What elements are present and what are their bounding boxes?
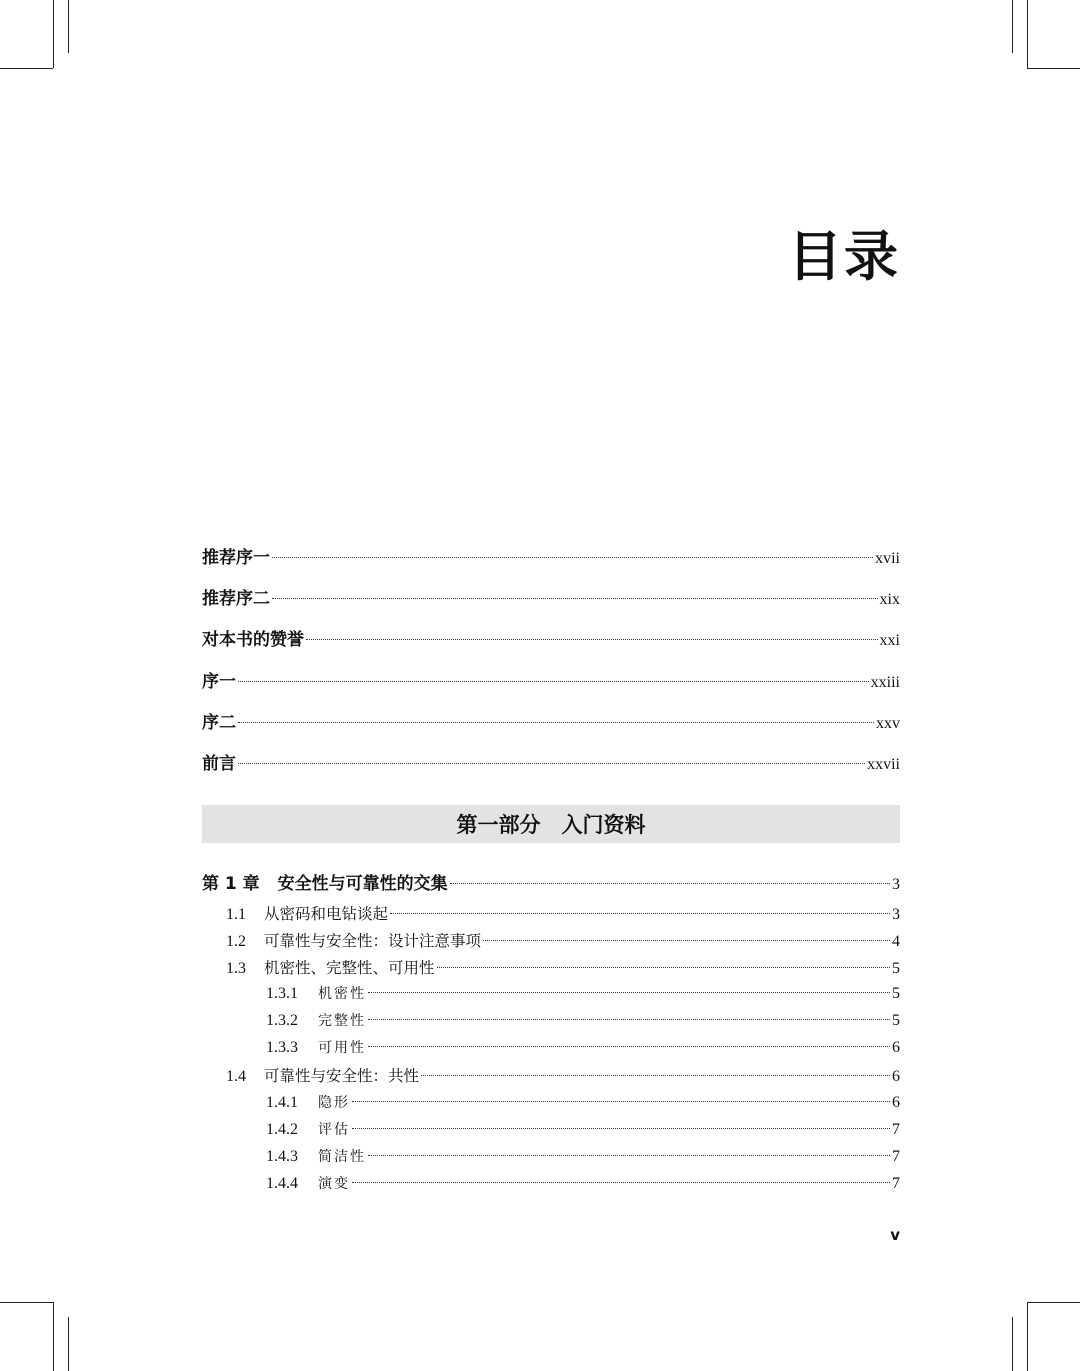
toc-page-number: xxi xyxy=(879,632,900,649)
toc-entry-label xyxy=(266,1146,366,1166)
dot-leader xyxy=(238,722,874,723)
section-number: 1.1 xyxy=(226,906,246,923)
dot-leader xyxy=(368,1155,890,1156)
crop-mark xyxy=(68,1317,69,1371)
dot-leader xyxy=(368,1046,890,1047)
toc-entry[interactable] xyxy=(202,584,900,609)
crop-mark xyxy=(1027,1302,1028,1371)
dot-leader xyxy=(421,1075,890,1076)
crop-mark xyxy=(0,1302,53,1303)
toc-entry-label: 对本书的赞誉 xyxy=(202,630,304,650)
dot-leader xyxy=(306,639,878,640)
toc-section-entry[interactable] xyxy=(226,902,900,924)
part-heading xyxy=(202,805,900,843)
toc-page-number: 4 xyxy=(892,933,900,950)
subsection-number: 1.3.2 xyxy=(266,1012,298,1029)
toc-section-entry[interactable] xyxy=(226,1064,900,1086)
toc-entry[interactable] xyxy=(202,749,900,774)
toc-entry-label xyxy=(226,1064,419,1086)
subsection-title: 隐形 xyxy=(318,1095,350,1111)
subsection-title: 完整性 xyxy=(318,1013,366,1029)
subsection-number: 1.4.4 xyxy=(266,1175,298,1192)
dot-leader xyxy=(368,1019,890,1020)
section-number: 1.4 xyxy=(226,1068,246,1085)
page-number: v xyxy=(890,1226,900,1244)
toc-page-number: 5 xyxy=(892,985,900,1002)
subsection-title: 简洁性 xyxy=(318,1149,366,1165)
section-title: 可靠性与安全性：设计注意事项 xyxy=(264,932,482,950)
toc-page-number: 5 xyxy=(892,960,900,977)
toc-entry-label xyxy=(266,1173,350,1193)
toc-entry-label xyxy=(226,902,388,924)
toc-page-number: xxv xyxy=(876,715,900,732)
dot-leader xyxy=(238,681,869,682)
chapter-title: 安全性与可靠性的交集 xyxy=(277,874,448,894)
toc-entry-label: 序一 xyxy=(202,672,236,692)
part-title: 第一部分 入门资料 xyxy=(456,812,646,837)
toc-page-number: 5 xyxy=(892,1012,900,1029)
toc-entry-label xyxy=(266,1010,366,1030)
dot-leader xyxy=(352,1128,890,1129)
toc-entry[interactable] xyxy=(202,543,900,568)
toc-page-number: 3 xyxy=(892,876,900,893)
toc-entry-label xyxy=(266,1037,366,1057)
section-number: 1.3 xyxy=(226,960,246,977)
toc-page-number: 3 xyxy=(892,906,900,923)
dot-leader xyxy=(483,940,890,941)
toc-entry-label xyxy=(266,983,366,1003)
toc-page-number: 6 xyxy=(892,1039,900,1056)
section-number: 1.2 xyxy=(226,933,246,950)
dot-leader xyxy=(238,763,865,764)
subsection-title: 演变 xyxy=(318,1176,350,1192)
subsection-number: 1.4.3 xyxy=(266,1148,298,1165)
toc-page-number: 6 xyxy=(892,1094,900,1111)
crop-mark xyxy=(1027,68,1080,69)
toc-entry-label: 前言 xyxy=(202,754,236,774)
dot-leader xyxy=(437,967,890,968)
toc-entry[interactable] xyxy=(202,667,900,692)
chapter-number: 第 1 章 xyxy=(202,874,260,894)
toc-entry[interactable] xyxy=(202,625,900,650)
toc-section-entry[interactable] xyxy=(226,929,900,951)
crop-mark xyxy=(1027,1302,1080,1303)
toc-subsection-entry[interactable] xyxy=(266,1037,900,1057)
subsection-title: 可用性 xyxy=(318,1040,366,1056)
toc-page-number: 7 xyxy=(892,1175,900,1192)
toc-subsection-entry[interactable] xyxy=(266,1010,900,1030)
subsection-number: 1.3.1 xyxy=(266,985,298,1002)
toc-entry-label xyxy=(226,956,435,978)
dot-leader xyxy=(272,557,873,558)
dot-leader xyxy=(352,1182,890,1183)
subsection-title: 评估 xyxy=(318,1122,350,1138)
toc-page-number: xxiii xyxy=(870,674,900,691)
dot-leader xyxy=(368,992,890,993)
toc-section-entry[interactable] xyxy=(226,956,900,978)
crop-mark xyxy=(53,0,54,68)
toc-entry-label xyxy=(266,1119,350,1139)
toc-entry[interactable] xyxy=(202,708,900,733)
subsection-number: 1.4.2 xyxy=(266,1121,298,1138)
subsection-number: 1.3.3 xyxy=(266,1039,298,1056)
crop-mark xyxy=(0,68,53,69)
subsection-number: 1.4.1 xyxy=(266,1094,298,1111)
toc-page-number: 6 xyxy=(892,1068,900,1085)
toc-chapter-entry[interactable] xyxy=(202,869,900,894)
dot-leader xyxy=(272,598,878,599)
crop-mark xyxy=(1027,0,1028,68)
dot-leader xyxy=(390,913,890,914)
toc-entry-label xyxy=(226,929,481,951)
dot-leader xyxy=(352,1101,890,1102)
toc-entry-label: 推荐序二 xyxy=(202,589,270,609)
crop-mark xyxy=(68,0,69,53)
section-title: 可靠性与安全性：共性 xyxy=(264,1067,420,1085)
page-title: 目录 xyxy=(788,225,900,288)
toc-subsection-entry[interactable] xyxy=(266,1173,900,1193)
toc-subsection-entry[interactable] xyxy=(266,983,900,1003)
toc-entry-label: 序二 xyxy=(202,713,236,733)
toc-page-number: 7 xyxy=(892,1121,900,1138)
crop-mark xyxy=(53,1302,54,1371)
toc-subsection-entry[interactable] xyxy=(266,1092,900,1112)
toc-entry-label xyxy=(202,869,448,894)
toc-entry-label: 推荐序一 xyxy=(202,548,270,568)
crop-mark xyxy=(1012,1317,1013,1371)
toc-page-number: xxvii xyxy=(867,756,900,773)
toc-page-number: xix xyxy=(879,591,900,608)
toc-entry-label xyxy=(266,1092,350,1112)
crop-mark xyxy=(1012,0,1013,53)
toc-page-number: 7 xyxy=(892,1148,900,1165)
toc-subsection-entry[interactable] xyxy=(266,1146,900,1166)
toc-page-number: xvii xyxy=(875,550,900,567)
toc-subsection-entry[interactable] xyxy=(266,1119,900,1139)
section-title: 从密码和电钻谈起 xyxy=(264,905,389,923)
section-title: 机密性、完整性、可用性 xyxy=(264,959,435,977)
dot-leader xyxy=(450,883,890,884)
subsection-title: 机密性 xyxy=(318,986,366,1002)
